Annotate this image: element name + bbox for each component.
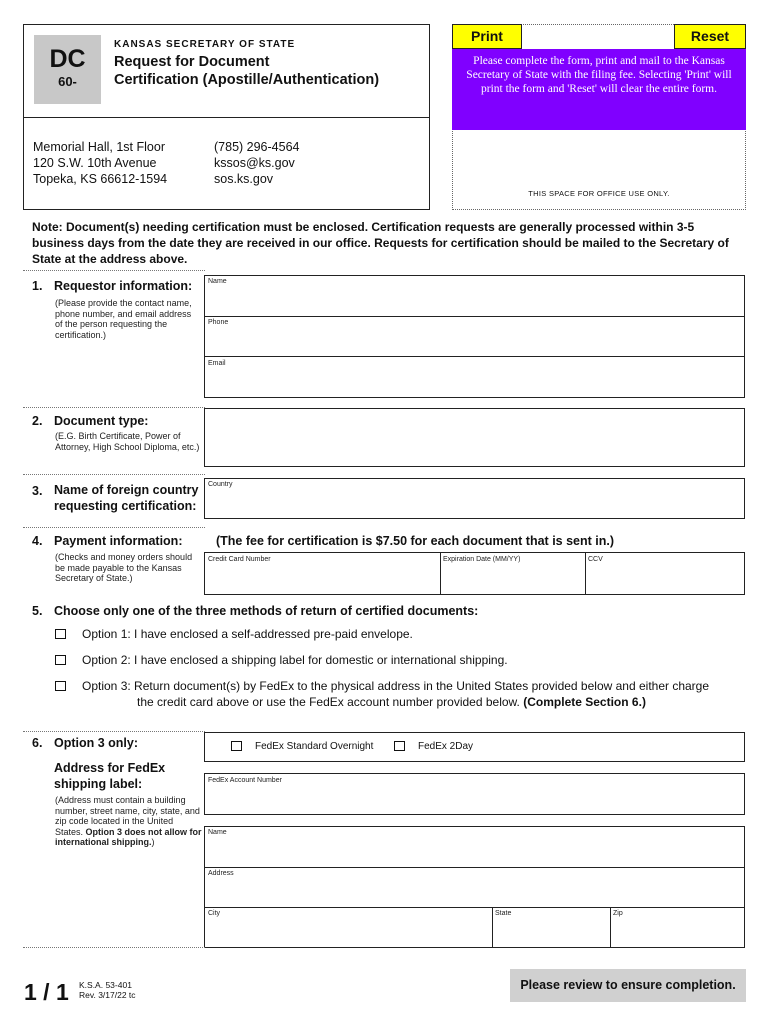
phone-label: Phone xyxy=(208,319,229,326)
section-4-help: (Checks and money orders should be made payable to the Kansas Secretary of State.) xyxy=(55,552,193,583)
email-address: kssos@ks.gov xyxy=(214,156,295,170)
section-separator xyxy=(23,947,205,948)
expiration-input[interactable] xyxy=(441,564,584,594)
section-6-help-bold: Option 3 does not allow for international shipping. xyxy=(55,826,202,847)
option-3-line1: Option 3: Return document(s) by FedEx to the physical address in the United States provided below and either charge xyxy=(82,679,710,693)
section-6-help-text: (Address must contain a building number, street name, city, state, and zip code located in the United States. xyxy=(55,795,200,837)
reset-button[interactable]: Reset xyxy=(674,24,746,49)
section-separator xyxy=(23,474,205,475)
form-title-line1: Request for Document xyxy=(114,54,270,70)
form-title xyxy=(114,53,379,89)
section-5-title: Choose only one of the three methods of return of certified documents: xyxy=(54,604,479,618)
standard-overnight-label: FedEx Standard Overnight xyxy=(255,741,374,752)
requestor-email-input[interactable] xyxy=(205,367,744,396)
section-6-number: 6. xyxy=(32,736,43,750)
section-3-number: 3. xyxy=(32,484,43,498)
form-code: DC xyxy=(49,45,86,73)
card-number-label: Credit Card Number xyxy=(208,556,271,563)
field-divider xyxy=(205,867,744,868)
instructions-banner: Please complete the form, print and mail to the Kansas Secretary of State with the filing fee. Selecting 'Print' will print the form and 'Reset' will clear the entire form. xyxy=(452,49,746,130)
zip-input[interactable] xyxy=(611,918,744,947)
ship-name-label: Name xyxy=(208,829,227,836)
section-separator xyxy=(23,527,205,528)
option-3-checkbox[interactable] xyxy=(55,681,66,691)
section-separator xyxy=(23,407,205,408)
office-use-label: THIS SPACE FOR OFFICE USE ONLY. xyxy=(528,189,670,198)
contact-info xyxy=(214,139,299,187)
revision-text: Rev. 3/17/22 tc xyxy=(79,990,136,1000)
email-label: Email xyxy=(208,360,226,367)
option-2-label: Option 2: I have enclosed a shipping label for domestic or international shipping. xyxy=(82,653,508,667)
section-2-help: (E.G. Birth Certificate, Power of Attorney, High School Diploma, etc.) xyxy=(55,431,200,452)
page-number: 1 / 1 xyxy=(24,979,69,1005)
section-4-number: 4. xyxy=(32,534,43,548)
section-2-title: Document type: xyxy=(54,414,149,428)
two-day-label: FedEx 2Day xyxy=(418,741,474,752)
section-3-title-line1: Name of foreign country xyxy=(54,483,199,497)
document-type-input[interactable] xyxy=(204,408,745,467)
fedex-account-input[interactable] xyxy=(204,773,745,815)
ksa-text: K.S.A. 53-401 xyxy=(79,980,132,990)
review-notice: Please review to ensure completion. xyxy=(510,969,746,1002)
phone-number: (785) 296-4564 xyxy=(214,140,300,154)
form-number: 60- xyxy=(58,74,77,89)
ship-address-label: Address xyxy=(208,870,234,877)
requestor-name-input[interactable] xyxy=(205,286,744,315)
expiration-label: Expiration Date (MM/YY) xyxy=(443,556,521,563)
address-line: 120 S.W. 10th Avenue xyxy=(33,156,157,170)
section-1-number: 1. xyxy=(32,279,43,293)
requestor-phone-input[interactable] xyxy=(205,327,744,355)
section-6-subtitle-line2: shipping label: xyxy=(54,777,143,791)
section-2-number: 2. xyxy=(32,414,43,428)
option-3-line2 xyxy=(82,694,746,710)
section-4-title: Payment information: xyxy=(54,534,183,548)
print-button[interactable]: Print xyxy=(452,24,522,49)
city-label: City xyxy=(208,910,221,917)
zip-label: Zip xyxy=(613,910,623,917)
option-1-checkbox[interactable] xyxy=(55,629,66,639)
country-label: Country xyxy=(208,481,233,488)
field-divider xyxy=(205,316,744,317)
ccv-label: CCV xyxy=(588,556,603,563)
section-1-help: (Please provide the contact name, phone number, and email address of the person requesting the certification.) xyxy=(55,298,192,340)
option-2-checkbox[interactable] xyxy=(55,655,66,665)
section-3-title xyxy=(54,482,198,514)
option-3-label xyxy=(82,678,746,710)
section-6-title: Option 3 only: xyxy=(54,736,139,750)
section-1-title: Requestor information: xyxy=(54,279,193,293)
option-3-emphasis: (Complete Section 6.) xyxy=(523,695,646,709)
standard-overnight-checkbox[interactable] xyxy=(231,741,242,751)
note-text: Note: Document(s) needing certification must be enclosed. Certification requests are generally processed within 3-5 business days from the date they are received in our office. Requests for certification should be mailed to the Secretary of State at the address above. xyxy=(32,220,729,266)
statute-reference xyxy=(79,980,136,1000)
section-6-help-end: ) xyxy=(151,837,155,847)
agency-name: KANSAS SECRETARY OF STATE xyxy=(114,39,296,50)
country-input[interactable] xyxy=(204,478,745,519)
fee-notice: (The fee for certification is $7.50 for each document that is sent in.) xyxy=(216,534,615,548)
section-separator xyxy=(23,731,205,732)
two-day-checkbox[interactable] xyxy=(394,741,405,751)
section-6-subtitle xyxy=(54,760,165,792)
state-label: State xyxy=(495,910,512,917)
city-input[interactable] xyxy=(205,918,491,947)
address-line: Memorial Hall, 1st Floor xyxy=(33,140,165,154)
field-divider xyxy=(205,356,744,357)
ship-name-input[interactable] xyxy=(205,838,744,866)
section-6-help xyxy=(55,795,203,848)
name-label: Name xyxy=(208,278,227,285)
section-separator xyxy=(23,270,205,271)
section-6-subtitle-line1: Address for FedEx xyxy=(54,761,166,775)
mailing-address xyxy=(33,139,167,187)
form-title-line2: Certification (Apostille/Authentication) xyxy=(114,72,380,88)
form-code-badge xyxy=(34,35,101,104)
state-input[interactable] xyxy=(493,918,609,947)
option-3-line2-text: the credit card above or use the FedEx account number provided below. xyxy=(137,695,520,709)
ccv-input[interactable] xyxy=(586,564,744,594)
fedex-service-box xyxy=(204,732,745,762)
option-1-label: Option 1: I have enclosed a self-addressed pre-paid envelope. xyxy=(82,627,413,641)
fedex-account-label: FedEx Account Number xyxy=(208,777,282,784)
section-3-title-line2: requesting certification: xyxy=(54,499,197,513)
address-line: Topeka, KS 66612-1594 xyxy=(33,172,168,186)
website: sos.ks.gov xyxy=(214,172,274,186)
header-divider xyxy=(23,117,430,118)
field-divider xyxy=(205,907,744,908)
ship-address-input[interactable] xyxy=(205,878,744,906)
card-number-input[interactable] xyxy=(205,564,439,594)
section-5-number: 5. xyxy=(32,604,43,618)
